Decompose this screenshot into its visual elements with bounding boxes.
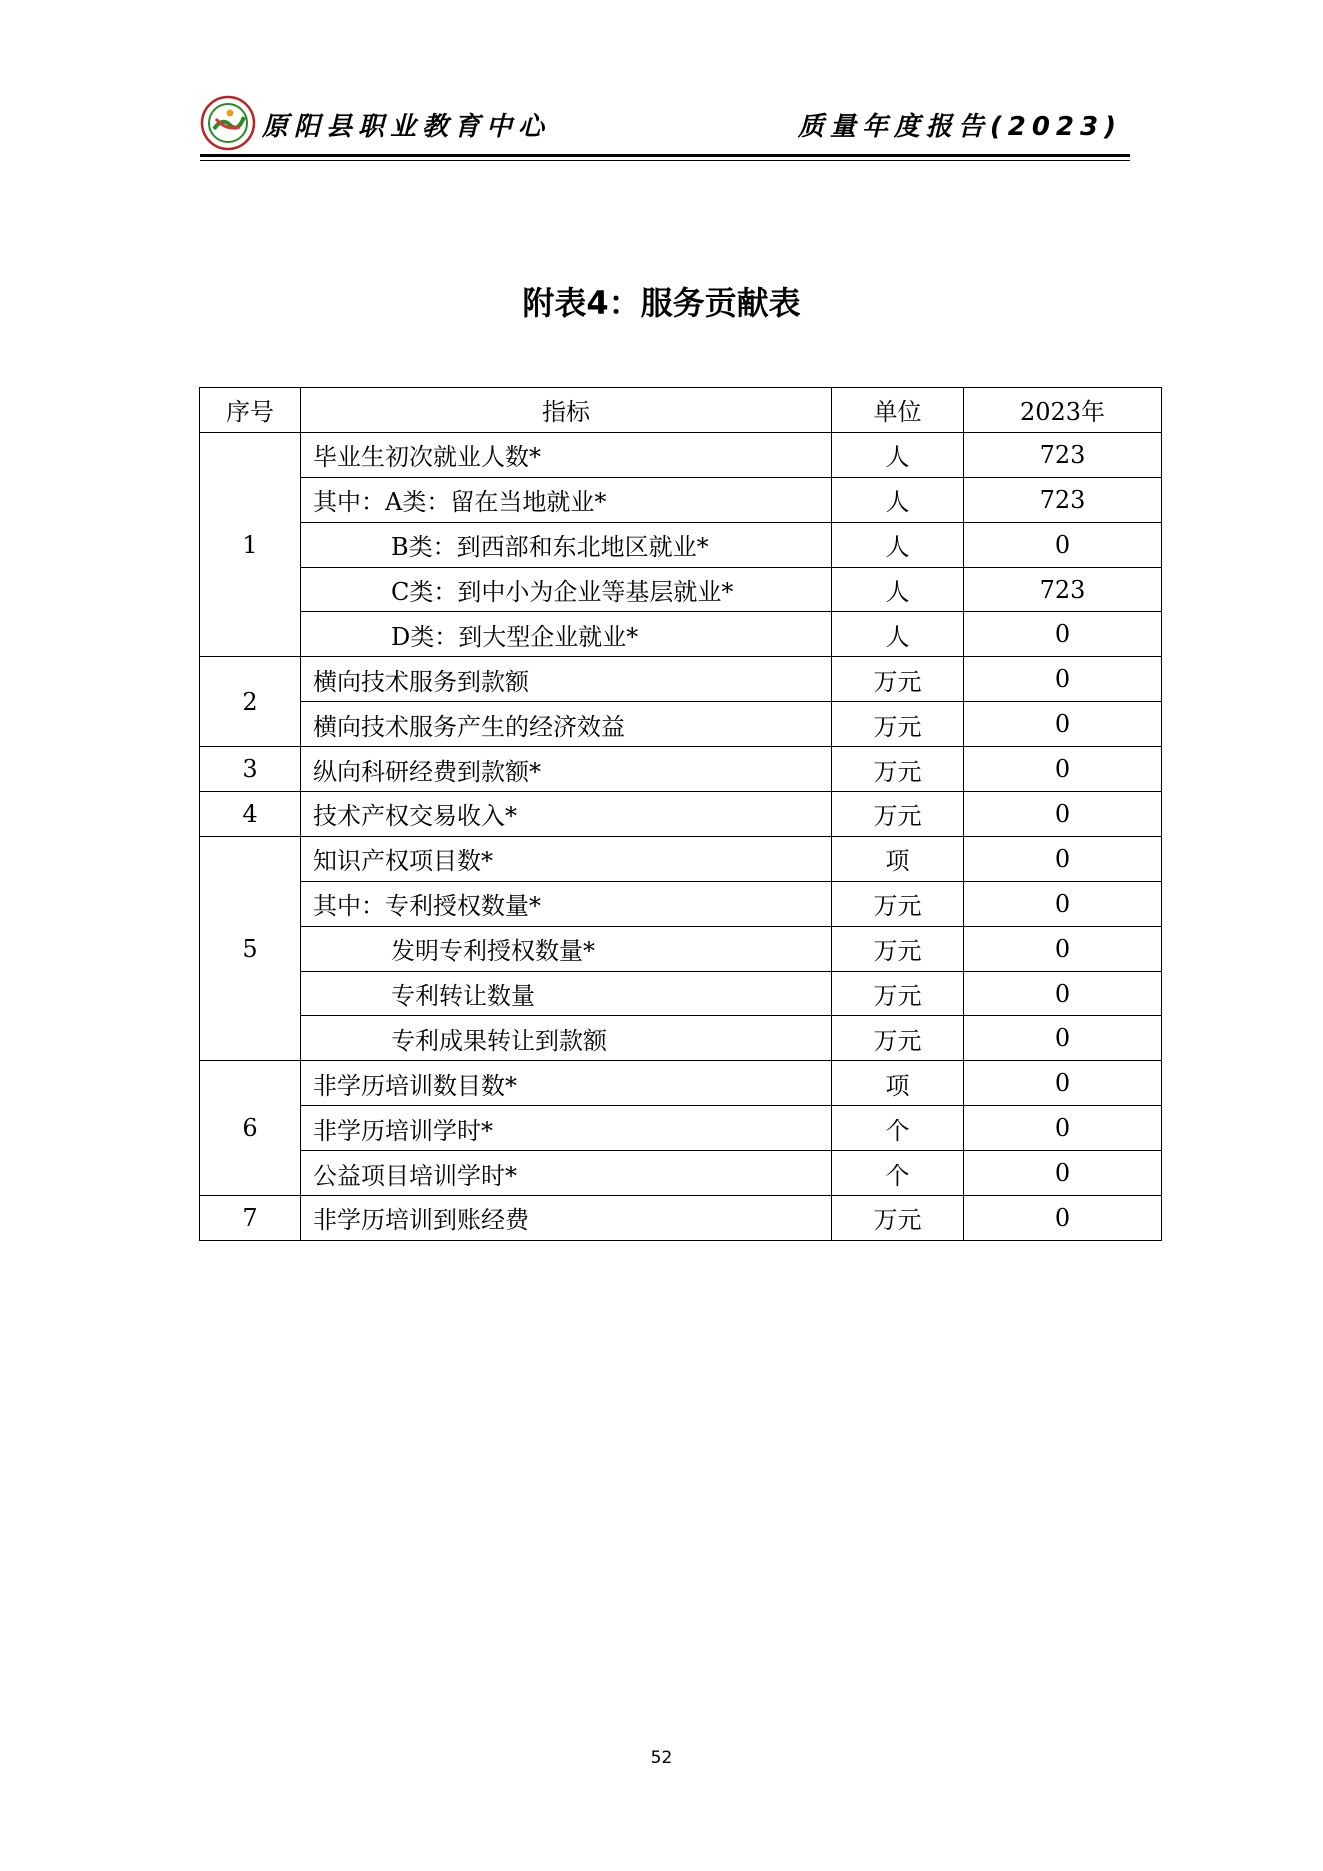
table-row — [200, 747, 1162, 792]
header-no: 序号 — [200, 388, 301, 433]
unit-cell: 项 — [832, 836, 964, 881]
value-cell: 0 — [964, 926, 1162, 971]
value-cell: 723 — [964, 567, 1162, 612]
header-rule-thin — [200, 160, 1130, 161]
table-header-row — [200, 388, 1162, 433]
unit-cell: 万元 — [832, 1016, 964, 1061]
value-cell: 0 — [964, 1061, 1162, 1106]
value-cell: 0 — [964, 612, 1162, 657]
header-year: 2023年 — [964, 388, 1162, 433]
table-row — [200, 1196, 1162, 1241]
table-row — [200, 1151, 1162, 1196]
org-name: 原阳县职业教育中心 — [262, 112, 551, 142]
value-cell: 0 — [964, 971, 1162, 1016]
indicator-cell: 发明专利授权数量* — [301, 926, 832, 971]
value-cell: 0 — [964, 881, 1162, 926]
report-name: 质量年度报告(2023) — [797, 112, 1122, 142]
unit-cell: 万元 — [832, 1196, 964, 1241]
unit-cell: 人 — [832, 612, 964, 657]
table-row — [200, 612, 1162, 657]
indicator-cell: 公益项目培训学时* — [301, 1151, 832, 1196]
page-number: 52 — [650, 1748, 673, 1768]
row-number: 5 — [200, 836, 301, 1060]
unit-cell: 万元 — [832, 702, 964, 747]
value-cell: 0 — [964, 702, 1162, 747]
table-row — [200, 657, 1162, 702]
unit-cell: 万元 — [832, 881, 964, 926]
indicator-cell: 专利转让数量 — [301, 971, 832, 1016]
indicator-cell: 非学历培训学时* — [301, 1106, 832, 1151]
indicator-cell: 其中：专利授权数量* — [301, 881, 832, 926]
doc-title: 附表4：服务贡献表 — [522, 284, 801, 322]
table-row — [200, 881, 1162, 926]
indicator-cell: 横向技术服务到款额 — [301, 657, 832, 702]
value-cell: 0 — [964, 1106, 1162, 1151]
value-cell: 0 — [964, 1196, 1162, 1241]
school-logo-icon — [200, 95, 256, 151]
value-cell: 0 — [964, 1016, 1162, 1061]
value-cell: 0 — [964, 836, 1162, 881]
table-row — [200, 1016, 1162, 1061]
page-header — [200, 92, 1130, 164]
unit-cell: 人 — [832, 432, 964, 477]
unit-cell: 万元 — [832, 792, 964, 837]
table-row — [200, 971, 1162, 1016]
row-number: 7 — [200, 1196, 301, 1241]
indicator-cell: 其中：A类：留在当地就业* — [301, 477, 832, 522]
unit-cell: 人 — [832, 477, 964, 522]
indicator-cell: 专利成果转让到款额 — [301, 1016, 832, 1061]
indicator-cell: 毕业生初次就业人数* — [301, 432, 832, 477]
unit-cell: 万元 — [832, 926, 964, 971]
unit-cell: 人 — [832, 522, 964, 567]
unit-cell: 万元 — [832, 657, 964, 702]
table-row — [200, 926, 1162, 971]
unit-cell: 个 — [832, 1106, 964, 1151]
row-number: 6 — [200, 1061, 301, 1196]
header-rule-thick — [200, 154, 1130, 157]
value-cell: 0 — [964, 792, 1162, 837]
indicator-cell: C类：到中小为企业等基层就业* — [301, 567, 832, 612]
table-row — [200, 477, 1162, 522]
value-cell: 0 — [964, 522, 1162, 567]
header-unit: 单位 — [832, 388, 964, 433]
row-number: 1 — [200, 432, 301, 656]
table-row — [200, 567, 1162, 612]
table-row — [200, 792, 1162, 837]
indicator-cell: 技术产权交易收入* — [301, 792, 832, 837]
unit-cell: 人 — [832, 567, 964, 612]
service-contribution-table — [199, 387, 1162, 1241]
table-row — [200, 432, 1162, 477]
table-row — [200, 1061, 1162, 1106]
unit-cell: 个 — [832, 1151, 964, 1196]
indicator-cell: 横向技术服务产生的经济效益 — [301, 702, 832, 747]
indicator-cell: 纵向科研经费到款额* — [301, 747, 832, 792]
row-number: 3 — [200, 747, 301, 792]
unit-cell: 项 — [832, 1061, 964, 1106]
value-cell: 0 — [964, 657, 1162, 702]
row-number: 4 — [200, 792, 301, 837]
indicator-cell: 非学历培训到账经费 — [301, 1196, 832, 1241]
row-number: 2 — [200, 657, 301, 747]
table-row — [200, 522, 1162, 567]
indicator-cell: D类：到大型企业就业* — [301, 612, 832, 657]
table-row — [200, 702, 1162, 747]
table-row — [200, 836, 1162, 881]
indicator-cell: B类：到西部和东北地区就业* — [301, 522, 832, 567]
header-indicator: 指标 — [301, 388, 832, 433]
value-cell: 0 — [964, 1151, 1162, 1196]
value-cell: 723 — [964, 477, 1162, 522]
value-cell: 0 — [964, 747, 1162, 792]
unit-cell: 万元 — [832, 971, 964, 1016]
value-cell: 723 — [964, 432, 1162, 477]
indicator-cell: 非学历培训数目数* — [301, 1061, 832, 1106]
table-row — [200, 1106, 1162, 1151]
unit-cell: 万元 — [832, 747, 964, 792]
indicator-cell: 知识产权项目数* — [301, 836, 832, 881]
